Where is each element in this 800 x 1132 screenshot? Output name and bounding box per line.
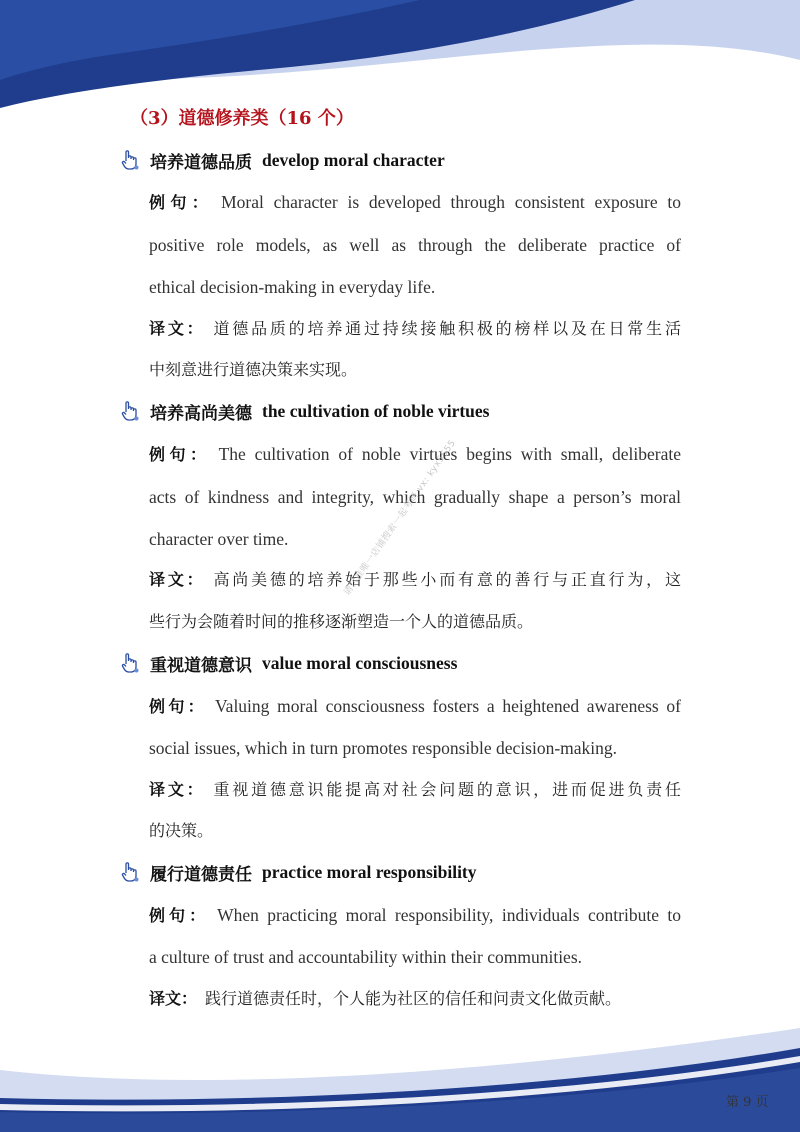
term-heading [120,146,445,174]
example-line: positive role models, as well as through the deliberate practice of [149,235,681,255]
example-line [149,695,681,718]
translation-line [149,779,681,801]
translation-label: 译文： [149,989,198,1008]
translation-text: 重视道德意识能提高对社会问题的意识，进而促进负责任 [213,780,681,799]
translation-text: 践行道德责任时，个人能为社区的信任和问责文化做贡献。 [205,989,622,1008]
pointing-hand-icon [120,400,140,422]
translation-line [149,318,681,340]
term-chinese: 履行道德责任 [150,864,252,885]
page-number: 第 9 页 [726,1095,769,1110]
example-text: The cultivation of noble virtues begins with small, deliberate [218,444,681,464]
translation-text: 高尚美德的培养始于那些小而有意的善行与正直行为，这 [213,570,681,589]
example-text: Valuing moral consciousness fosters a heightened awareness of [214,696,681,716]
translation-line: 中刻意进行道德决策来实现。 [149,360,358,379]
example-line: a culture of trust and accountability within their communities. [149,947,583,967]
example-line: ethical decision-making in everyday life. [149,277,436,297]
example-label: 例句： [149,193,214,212]
term-english: practice moral responsibility [262,861,477,882]
term-heading [120,649,457,677]
translation-line: 些行为会随着时间的推移逐渐塑造一个人的道德品质。 [149,612,534,631]
translation-text: 道德品质的培养通过持续接触积极的榜样以及在日常生活 [213,319,681,338]
term-english: value moral consciousness [262,652,458,673]
term-heading [120,858,477,886]
example-line: acts of kindness and integrity, which gradually shape a person’s moral [149,487,681,507]
term-english: develop moral character [262,149,445,170]
translation-label: 译文： [149,780,206,799]
example-label: 例句： [149,445,211,464]
example-line [149,904,681,927]
translation-line [149,569,681,591]
example-text: Moral character is developed through consistent exposure to [221,192,681,212]
example-label: 例句： [149,697,207,716]
watermark: 请认准唯一店铺搜索一起考研 vx: kyx5555 [342,438,459,598]
pointing-hand-icon [120,652,140,674]
translation-label: 译文： [149,319,206,338]
term-chinese: 重视道德意识 [150,655,252,676]
example-text: When practicing moral responsibility, individuals contribute to [217,905,681,925]
term-chinese: 培养高尚美德 [150,403,252,424]
example-label: 例句： [149,906,210,925]
example-line: character over time. [149,529,289,549]
pointing-hand-icon [120,149,140,171]
section-title: （3）道德修养类（16 个） [130,108,354,129]
term-chinese: 培养道德品质 [150,152,252,173]
example-line: social issues, which in turn promotes responsible decision-making. [149,738,618,758]
term-heading [120,397,490,425]
example-line [149,443,681,466]
pointing-hand-icon [120,861,140,883]
term-english: the cultivation of noble virtues [262,400,490,421]
translation-label: 译文： [149,570,206,589]
translation-line [149,988,681,1010]
example-line [149,191,681,214]
translation-line: 的决策。 [149,821,214,840]
